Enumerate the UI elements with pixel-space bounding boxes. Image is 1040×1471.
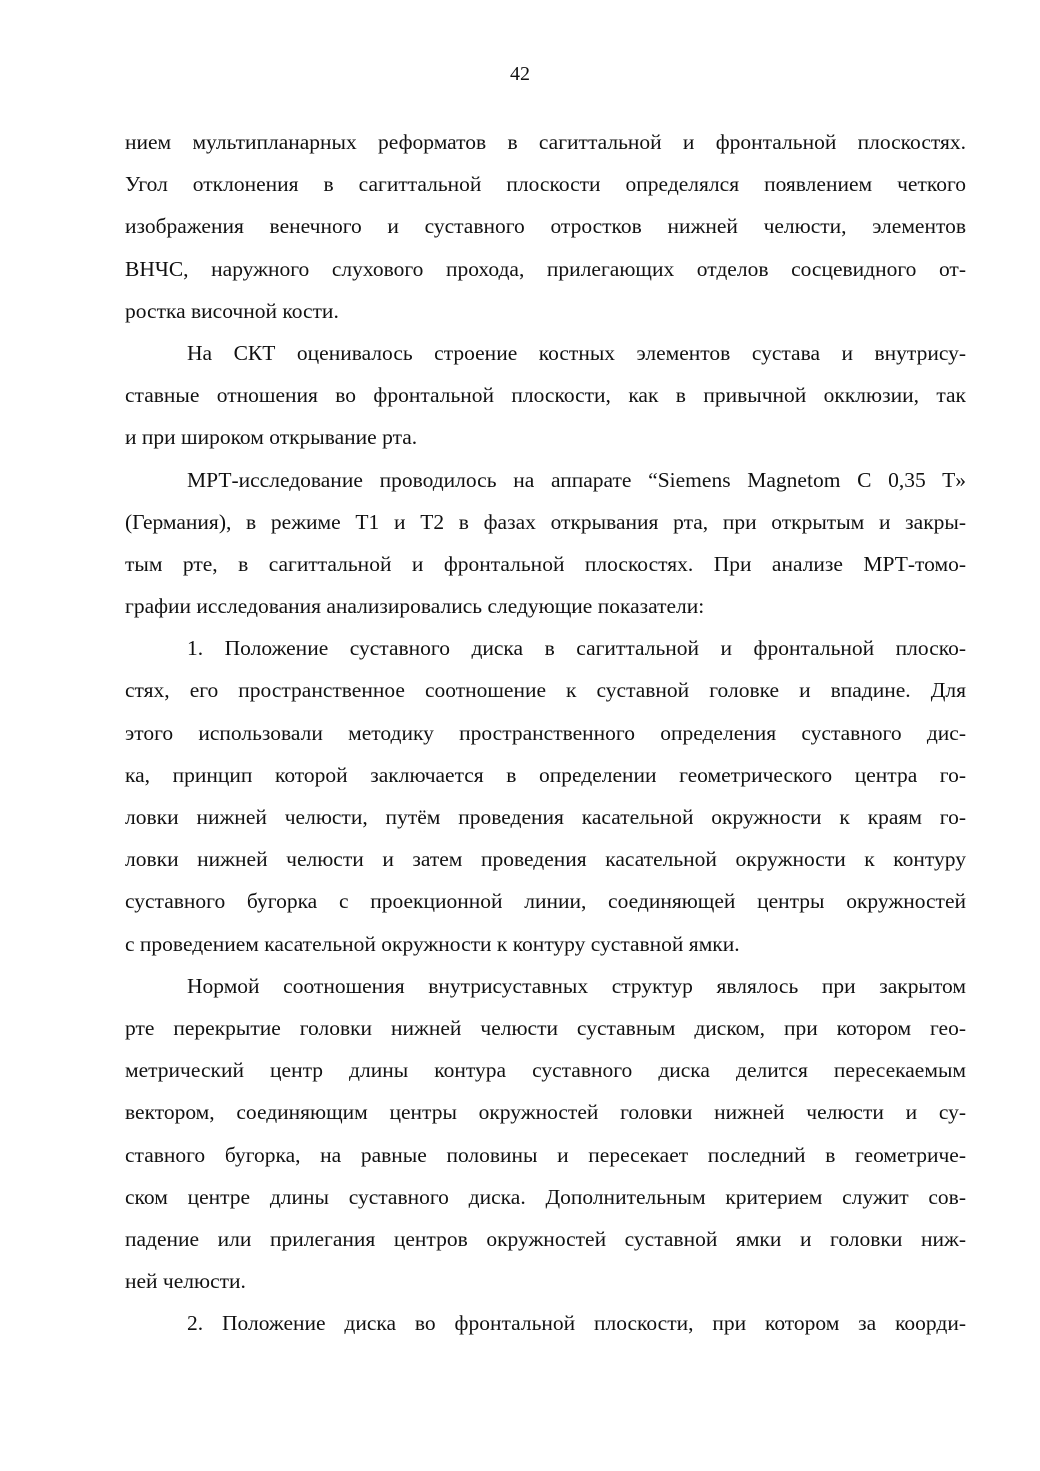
text-line: изображения венечного и суставного отростков нижней челюсти, элементов (125, 214, 966, 239)
text-line: нием мультипланарных реформатов в сагиттальной и фронтальной плоскостях. (125, 130, 966, 154)
text-line: тым рте, в сагиттальной и фронтальной плоскостях. При анализе МРТ-томо- (125, 551, 966, 576)
text-line: ском центре длины суставного диска. Дополнительным критерием служит сов- (125, 1184, 966, 1209)
paragraph-first-line: 1. Положение суставного диска в сагиттальной и фронтальной плоско- (187, 636, 966, 661)
text-line: графии исследования анализировались следующие показатели: (125, 594, 705, 619)
text-line: ней челюсти. (125, 1269, 246, 1294)
paragraph-first-line: Нормой соотношения внутрисуставных структур являлось при закрытом (187, 973, 966, 998)
text-line: и при широком открывание рта. (125, 425, 418, 450)
text-line: ВНЧС, наружного слухового прохода, прилегающих отделов сосцевидного от- (125, 256, 966, 281)
text-line: этого использовали методику пространственного определения суставного дис- (125, 720, 966, 745)
text-line: вектором, соединяющим центры окружностей головки нижней челюсти и су- (125, 1100, 966, 1125)
text-line: метрический центр длины контура суставного диска делится пересекаемым (125, 1058, 966, 1083)
text-line: (Германия), в режиме Т1 и Т2 в фазах открывания рта, при открытым и закры- (125, 509, 966, 534)
text-line: ставного бугорка, на равные половины и пересекает последний в геометриче- (125, 1142, 966, 1167)
text-line: Угол отклонения в сагиттальной плоскости определялся появлением четкого (125, 172, 966, 197)
text-line: стях, его пространственное соотношение к суставной головке и впадине. Для (125, 678, 966, 703)
paragraph-first-line: МРТ-исследование проводилось на аппарате “Siemens Magnetom C 0,35 T» (187, 467, 966, 492)
text-line: ка, принцип которой заключается в определении геометрического центра го- (125, 762, 966, 787)
text-line: с проведением касательной окружности к контуру суставной ямки. (125, 931, 740, 956)
document-body (125, 121, 966, 1344)
text-line: ставные отношения во фронтальной плоскости, как в привычной окклюзии, так (125, 383, 966, 408)
text-line: ловки нижней челюсти, путём проведения касательной окружности к краям го- (125, 805, 966, 829)
page-number: 42 (510, 63, 530, 85)
paragraph-first-line: На СКТ оценивалось строение костных элементов сустава и внутрису- (187, 340, 966, 365)
text-line: суставного бугорка с проекционной линии, соединяющей центры окружностей (125, 889, 966, 914)
text-line: ростка височной кости. (125, 298, 339, 323)
text-line: падение или прилегания центров окружностей суставной ямки и головки ниж- (125, 1226, 966, 1251)
text-line: ловки нижней челюсти и затем проведения касательной окружности к контуру (125, 847, 966, 872)
paragraph-first-line: 2. Положение диска во фронтальной плоскости, при котором за коорди- (187, 1311, 966, 1336)
text-line: рте перекрытие головки нижней челюсти суставным диском, при котором гео- (125, 1015, 966, 1040)
